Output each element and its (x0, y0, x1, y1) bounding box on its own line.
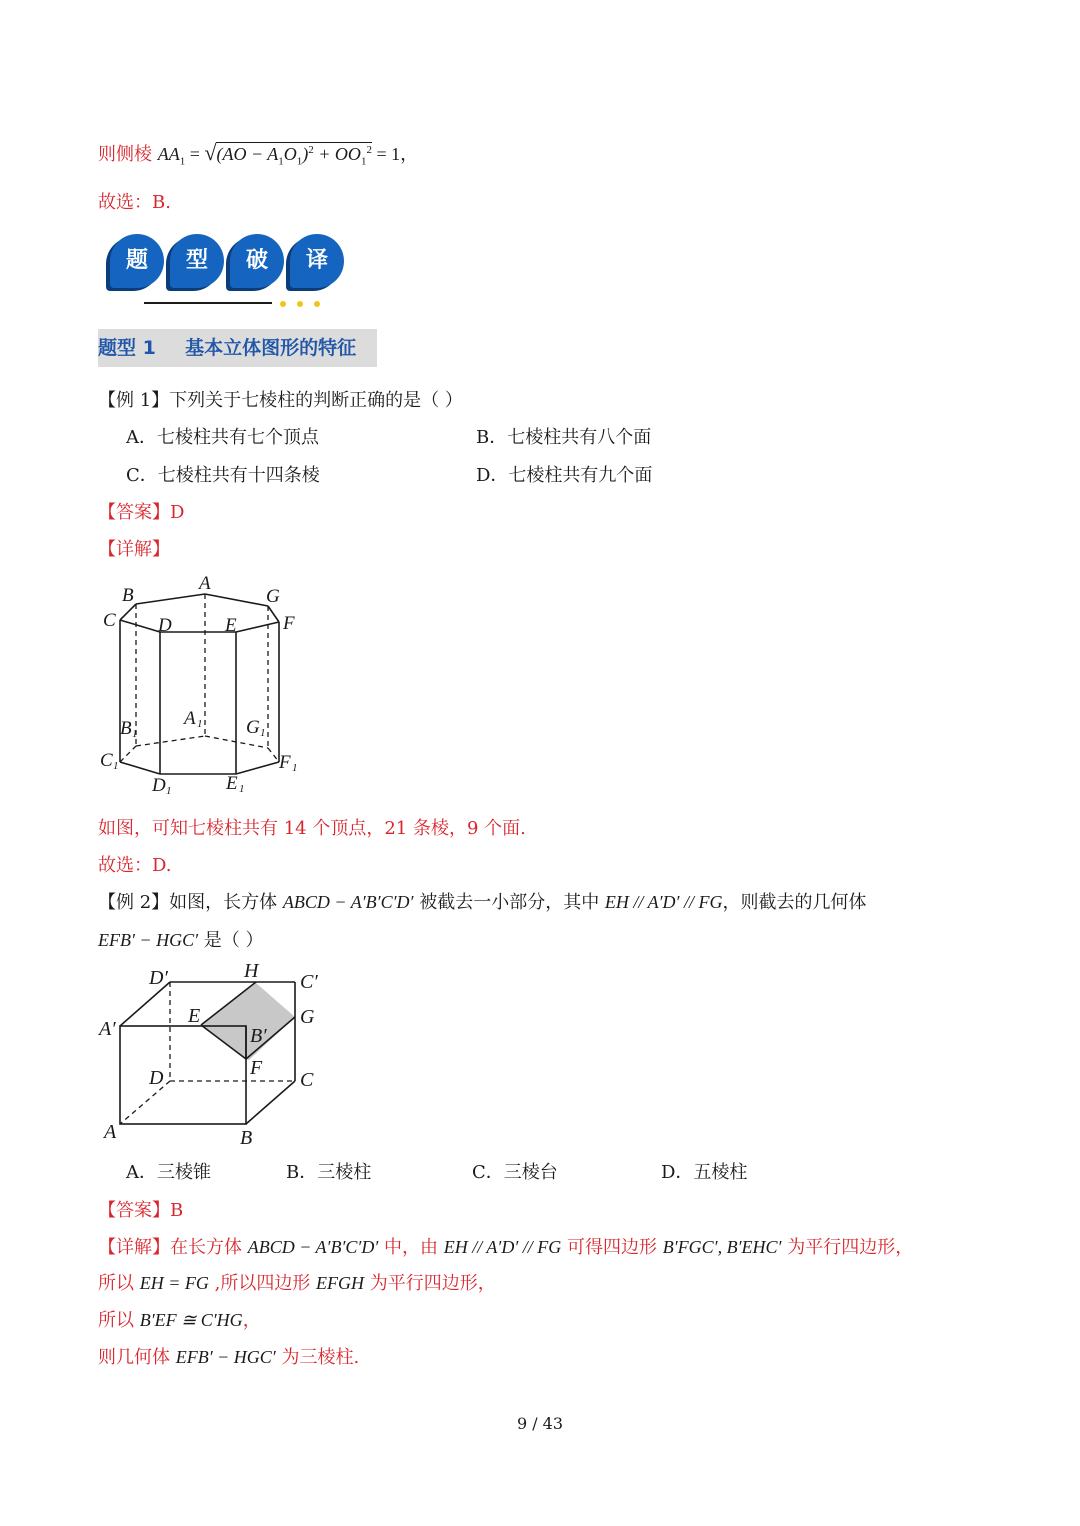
formula-lhs-sub: 1 (179, 155, 186, 168)
d1-b: 中，由 (378, 1237, 444, 1258)
label-C: C (300, 1069, 314, 1091)
label-G: G (266, 586, 280, 607)
d3-a: 所以 (98, 1310, 140, 1331)
label-D1: D (152, 775, 166, 796)
formula-inner2: O (283, 144, 297, 164)
q-parallel: EH // A′D′ // FG (604, 892, 723, 912)
d3-b: ， (242, 1310, 261, 1331)
q-line2-end: 是（ ） (198, 930, 264, 951)
detail-tag: 【详解】 (98, 1237, 170, 1258)
example2-option-a: A．三棱锥 (126, 1162, 211, 1183)
example1-option-b: B．七棱柱共有八个面 (476, 427, 652, 448)
formula-inner-sub: 1 (278, 155, 284, 168)
formula-inner2-sub: 1 (296, 155, 303, 168)
banner-char-1: 题 (110, 234, 164, 288)
example2-option-d: D．五棱柱 (661, 1162, 748, 1183)
sub-G1: 1 (260, 727, 266, 739)
example1-choice: 故选：D. (98, 855, 172, 876)
label-C1: C (100, 750, 113, 771)
banner-char-3: 破 (230, 234, 284, 288)
formula-prefix: 则侧棱 (98, 144, 152, 165)
label-D-prime: D′ (149, 967, 168, 989)
d2-a: 所以 (98, 1273, 140, 1294)
label-D: D (149, 1067, 164, 1089)
formula-oo-square: 2 (366, 144, 372, 156)
d3-congruence: B′EF ≅ C′HG (139, 1310, 243, 1330)
label-E1: E (226, 773, 238, 794)
formula-inner-close: ) (302, 144, 309, 164)
banner-dot-2 (297, 301, 303, 307)
formula-lhs: AA (157, 144, 180, 164)
page-number: 9 / 43 (516, 1414, 564, 1433)
section-title: 基本立体图形的特征 (185, 337, 357, 359)
sub-F1: 1 (292, 762, 298, 774)
sub-B1: 1 (132, 728, 138, 740)
d1-quads: B′FGC′, B′EHC′ (662, 1237, 782, 1257)
example1-detail-tag: 【详解】 (98, 539, 170, 560)
answer-tag: 【答案】 (98, 1200, 170, 1221)
answer-value: D (170, 502, 185, 523)
label-F: F (283, 613, 295, 634)
sub-C1: 1 (113, 760, 119, 772)
d1-d: 为平行四边形， (781, 1237, 914, 1258)
formula-line (98, 140, 418, 168)
banner-dot-1 (280, 301, 286, 307)
label-G1: G (246, 717, 260, 738)
label-A: A (104, 1121, 117, 1143)
d1-a: 在长方体 (170, 1237, 248, 1258)
q-prefix: 【例 2】如图，长方体 (98, 892, 283, 913)
d4-a: 则几何体 (98, 1347, 176, 1368)
label-E: E (188, 1005, 201, 1027)
formula-expression: $AA_1 = √(AO - A_1O_1)^2 + OO_1^2 = 1$， (157, 140, 419, 168)
label-A1: A (184, 708, 196, 729)
sub-E1: 1 (239, 783, 245, 795)
d4-b: 为三棱柱. (275, 1347, 360, 1368)
label-B: B (240, 1127, 253, 1148)
d2-b: ,所以四边形 (208, 1273, 317, 1294)
formula-square: 2 (308, 144, 314, 156)
label-B-prime: B′ (250, 1025, 267, 1047)
label-H: H (244, 960, 259, 982)
label-B1: B (120, 718, 132, 739)
example2-answer (98, 1196, 183, 1222)
label-A: A (199, 573, 211, 594)
label-E: E (225, 615, 237, 636)
q-end: ，则截去的几何体 (722, 892, 867, 913)
d1-c: 可得四边形 (561, 1237, 663, 1258)
banner-char-2: 型 (170, 234, 224, 288)
sub-D1: 1 (166, 785, 172, 797)
d2-c: 为平行四边形， (364, 1273, 496, 1294)
answer-value: B (170, 1200, 184, 1221)
formula-oo-sub: 1 (360, 155, 367, 168)
d1-parallel: EH // A′D′ // FG (443, 1237, 562, 1257)
d4-solid: EFB′ − HGC′ (175, 1347, 276, 1367)
label-G: G (300, 1006, 315, 1028)
banner-dot-3 (314, 301, 320, 307)
label-A-prime: A′ (99, 1018, 116, 1040)
label-F1: F (279, 752, 291, 773)
example2-option-c: C．三棱台 (472, 1162, 558, 1183)
label-B: B (122, 585, 134, 606)
q-solid: ABCD − A′B′C′D′ (282, 892, 414, 912)
example2-option-b: B．三棱柱 (286, 1162, 372, 1183)
label-C: C (103, 610, 116, 631)
d1-solid: ABCD − A′B′C′D′ (247, 1237, 379, 1257)
example1-question: 【例 1】下列关于七棱柱的判断正确的是（ ） (98, 390, 463, 411)
banner-char-4: 译 (290, 234, 344, 288)
example1-option-d: D．七棱柱共有九个面 (476, 465, 653, 486)
label-D: D (158, 615, 172, 636)
example2-detail-line2 (98, 1269, 496, 1295)
answer-tag: 【答案】 (98, 502, 170, 523)
formula-result: = 1， (376, 144, 419, 164)
example2-detail-line1 (98, 1233, 913, 1259)
example2-question-line2 (98, 926, 263, 952)
example2-detail-line4 (98, 1343, 359, 1369)
d2-equation: EH = FG (139, 1273, 209, 1293)
example2-question-line1 (98, 888, 866, 914)
q-mid: 被截去一小部分，其中 (413, 892, 605, 913)
section-label: 题型 1 (98, 337, 156, 359)
sqrt-icon: √ (204, 140, 217, 165)
example1-explanation: 如图，可知七棱柱共有 14 个顶点，21 条棱，9 个面. (98, 818, 526, 839)
banner-underline (144, 302, 272, 304)
formula-plus: + OO (318, 144, 361, 164)
label-C-prime: C′ (300, 971, 318, 993)
top-choice: 故选：B. (98, 192, 171, 213)
example2-detail-line3 (98, 1306, 261, 1332)
sub-A1: 1 (197, 718, 203, 730)
heptagonal-prism-figure (96, 570, 316, 800)
cuboid-figure (96, 958, 336, 1148)
formula-inner: (AO − A (216, 144, 279, 164)
example1-answer (98, 498, 184, 524)
example1-option-c: C．七棱柱共有十四条棱 (126, 465, 320, 486)
d2-quad: EFGH (316, 1273, 365, 1293)
example1-option-a: A．七棱柱共有七个顶点 (126, 427, 319, 448)
label-F: F (250, 1057, 263, 1079)
q-line2-solid: EFB′ − HGC′ (98, 930, 199, 950)
section-heading (98, 329, 377, 367)
